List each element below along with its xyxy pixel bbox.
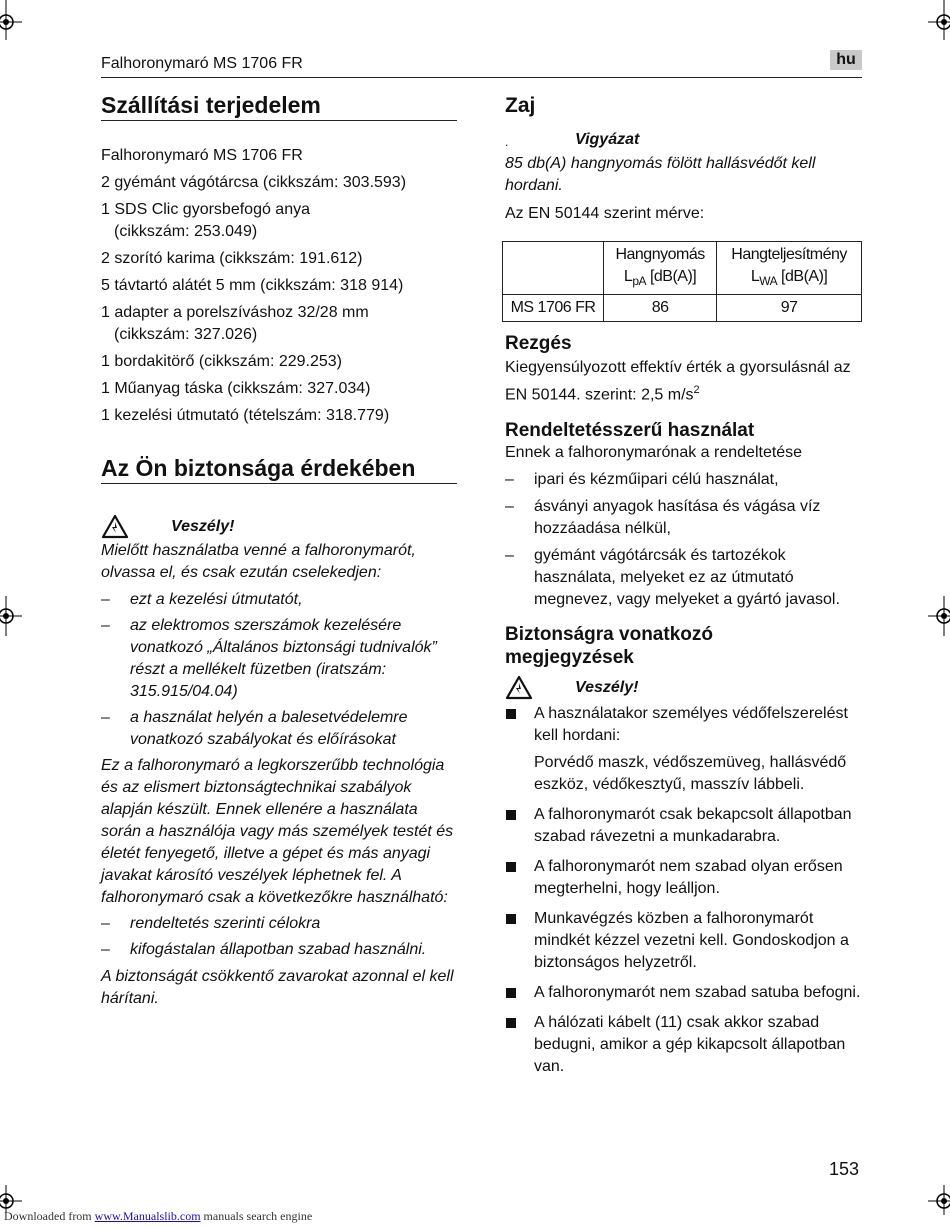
vibration-heading: Rezgés: [505, 333, 572, 355]
danger-warning: [101, 514, 457, 540]
scope-item: Falhoronymaró MS 1706 FR: [101, 147, 303, 164]
download-footer: Downloaded from www.Manualslib.com manuals search engine: [4, 1209, 313, 1223]
safety-heading: Az Ön biztonsága érdekében: [101, 457, 457, 484]
warning-triangle-icon: [505, 675, 533, 701]
list-item: – rendeltetés szerinti célokra: [101, 915, 321, 932]
noise-heading: Zaj: [505, 94, 536, 117]
square-bullet-icon: [506, 862, 516, 872]
scope-item: 1 bordakitörő (cikkszám: 229.253): [101, 353, 342, 370]
danger-warning: [505, 675, 862, 701]
safety-closing: A biztonságát csökkentő zavarokat azonnal el kell hárítani.: [101, 968, 454, 1007]
list-item: A falhoronymarót nem szabad satuba befogni.: [505, 982, 862, 1004]
square-bullet-icon: [506, 988, 516, 998]
table-cell: MS 1706 FR: [503, 295, 604, 322]
scope-item: 2 gyémánt vágótárcsa (cikkszám: 303.593): [101, 174, 407, 191]
crop-mark-bottom-right: [920, 1185, 950, 1229]
noise-table: [502, 241, 862, 322]
table-cell: 97: [717, 295, 862, 322]
intended-use-heading: Rendeltetésszerű használat: [505, 419, 755, 441]
danger-label: Veszély!: [171, 518, 235, 535]
caution-dot: .: [505, 135, 509, 149]
page-number: 153: [829, 1159, 860, 1179]
scope-item: 5 távtartó alátét 5 mm (cikkszám: 318 914): [101, 277, 404, 294]
list-item: Munkavégzés közben a falhoronymarót mindkét kézzel vezetni kell. Gondoskodjon a biztonságos helyzetről.: [505, 908, 862, 974]
scope-of-delivery-heading: Szállítási terjedelem: [101, 94, 457, 121]
square-bullet-icon: [506, 914, 516, 924]
scope-item: 1 Műanyag táska (cikkszám: 327.034): [101, 380, 371, 397]
square-bullet-icon: [506, 810, 516, 820]
intended-use-intro: Ennek a falhoronymarónak a rendeltetése: [505, 443, 803, 461]
safety-paragraph: Ez a falhoronymaró a legkorszerűbb technológia és az elismert biztonságtechnikai szabályok alapján készült. Ennek ellenére a használata során a használója vagy más személyek testét és életét fenyegető, illetve a gépet és más anyagi javakat károsító veszélyek léphetnek fel. A falhoronymaró csak a következőkre használható:: [101, 757, 454, 906]
list-item: – az elektromos szerszámok kezelésére vonatkozó „Általános biztonsági tudnivalók” részt a mellékelt füzetben (iratszám: 315.915/04.04): [101, 617, 437, 700]
scope-item: 1 SDS Clic gyorsbefogó anya: [101, 201, 310, 218]
crop-mark-top-left: [0, 0, 30, 40]
square-bullet-icon: [506, 709, 516, 719]
list-item: – ásványi anyagok hasítása és vágása víz hozzáadása nélkül,: [505, 497, 821, 537]
language-badge: hu: [830, 50, 862, 70]
list-item: – gyémánt vágótárcsák és tartozékok használata, melyeket ez az útmutató megnevez, vagy melyeket a gyártó javasol.: [505, 546, 840, 608]
right-column: [505, 94, 862, 1078]
caution-label: Vigyázat: [575, 131, 640, 148]
scope-item: 1 kezelési útmutató (tételszám: 318.779): [101, 407, 390, 424]
table-header-sound-pressure: Hangnyomás $L_{pA}$ [dB(A)]: [604, 242, 717, 295]
table-header-sound-power: Hangteljesítmény $L_{WA}$ [dB(A)]: [717, 242, 862, 295]
scope-item: 1 adapter a porelszíváshoz 32/28 mm: [101, 304, 369, 321]
safety-intro: Mielőtt használatba venné a falhoronymarót, olvassa el, és csak ezután cselekedjen:: [101, 542, 416, 581]
safety-notes-heading: Biztonságra vonatkozó megjegyzések: [505, 623, 713, 668]
scope-item-cont: (cikkszám: 253.049): [114, 223, 258, 240]
table-corner-cell: [503, 242, 604, 295]
list-item: – ipari és kézműipari célú használat,: [505, 470, 779, 488]
danger-label: Veszély!: [575, 678, 639, 696]
list-item: – a használat helyén a balesetvédelemre vonatkozó szabályokat és előírásokat: [101, 709, 408, 748]
scope-item-cont: (cikkszám: 327.026): [114, 326, 258, 343]
crop-mark-mid-right: [920, 596, 950, 636]
list-item: A használatakor személyes védőfelszerelést kell hordani:: [505, 703, 862, 747]
caution-text: 85 db(A) hangnyomás fölött hallásvédőt kell hordani.: [505, 155, 816, 194]
warning-triangle-icon: [101, 514, 129, 540]
list-item: A falhoronymarót nem szabad olyan erősen megterhelni, hogy leálljon.: [505, 856, 862, 900]
square-bullet-icon: [506, 1018, 516, 1028]
crop-mark-top-right: [920, 0, 950, 40]
header-rule: [101, 77, 862, 78]
table-row: [503, 295, 862, 322]
vibration-text: Kiegyensúlyozott effektív érték a gyorsulásnál az EN 50144. szerint: 2,5 $m/s^2$: [505, 359, 851, 404]
scope-item: 2 szorító karima (cikkszám: 191.612): [101, 250, 363, 267]
list-item: – ezt a kezelési útmutatót,: [101, 591, 303, 608]
table-cell: 86: [604, 295, 717, 322]
crop-mark-mid-left: [0, 596, 30, 636]
list-item: A hálózati kábelt (11) csak akkor szabad bedugni, amikor a gép kikapcsolt állapotban van.: [505, 1012, 862, 1078]
manualslib-link[interactable]: www.Manualslib.com: [94, 1209, 201, 1223]
measurement-note: Az EN 50144 szerint mérve:: [505, 205, 705, 222]
running-header-title: Falhoronymaró MS 1706 FR: [101, 55, 303, 72]
ppe-list: Porvédő maszk, védőszemüveg, hallásvédő eszköz, védőkesztyű, masszív lábbeli.: [534, 753, 847, 793]
left-column: [101, 94, 457, 1010]
list-item: A falhoronymarót csak bekapcsolt állapotban szabad rávezetni a munkadarabra.: [505, 804, 862, 848]
list-item: – kifogástalan állapotban szabad használni.: [101, 941, 427, 958]
